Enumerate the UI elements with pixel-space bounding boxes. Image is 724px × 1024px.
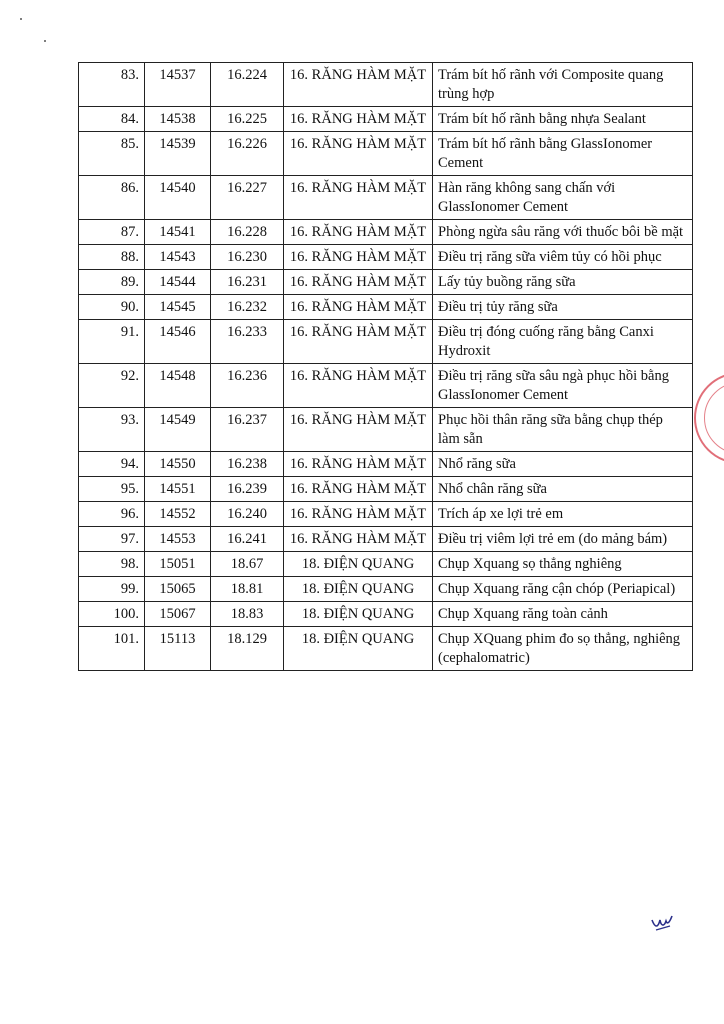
circular-index-cell: 16.241 [211,527,284,552]
code-cell: 14537 [145,63,211,107]
specialty-cell: 16. RĂNG HÀM MẶT [284,270,433,295]
procedure-name-cell: Hàn răng không sang chấn với GlassIonomer Cement [433,176,693,220]
circular-index-cell: 16.224 [211,63,284,107]
procedure-name-cell: Nhổ chân răng sữa [433,477,693,502]
procedure-name-cell: Chụp XQuang phim đo sọ thẳng, nghiêng (cephalomatric) [433,627,693,671]
code-cell: 14550 [145,452,211,477]
specialty-cell: 16. RĂNG HÀM MẶT [284,107,433,132]
procedure-name-cell: Điều trị viêm lợi trẻ em (do mảng bám) [433,527,693,552]
row-number: 98. [79,552,145,577]
circular-index-cell: 16.233 [211,320,284,364]
procedure-name-cell: Chụp Xquang răng cận chóp (Periapical) [433,577,693,602]
table-row [79,408,693,452]
row-number: 94. [79,452,145,477]
row-number: 99. [79,577,145,602]
table-row [79,245,693,270]
circular-index-cell: 16.226 [211,132,284,176]
table-row [79,552,693,577]
circular-index-cell: 16.225 [211,107,284,132]
code-cell: 15113 [145,627,211,671]
procedure-name-cell: Điều trị tủy răng sữa [433,295,693,320]
circular-index-cell: 16.230 [211,245,284,270]
row-number: 90. [79,295,145,320]
circular-index-cell: 16.231 [211,270,284,295]
code-cell: 14552 [145,502,211,527]
scan-speck [44,40,46,42]
code-cell: 14549 [145,408,211,452]
code-cell: 14539 [145,132,211,176]
specialty-cell: 18. ĐIỆN QUANG [284,602,433,627]
table-row [79,176,693,220]
procedure-name-cell: Điều trị răng sữa viêm tủy có hồi phục [433,245,693,270]
row-number: 93. [79,408,145,452]
row-number: 87. [79,220,145,245]
code-cell: 15051 [145,552,211,577]
procedure-name-cell: Điều trị đóng cuống răng bằng Canxi Hydroxit [433,320,693,364]
table-row [79,627,693,671]
circular-index-cell: 18.67 [211,552,284,577]
row-number: 83. [79,63,145,107]
code-cell: 15065 [145,577,211,602]
procedure-name-cell: Nhổ răng sữa [433,452,693,477]
specialty-cell: 16. RĂNG HÀM MẶT [284,452,433,477]
procedure-name-cell: Điều trị răng sữa sâu ngà phục hồi bằng GlassIonomer Cement [433,364,693,408]
scan-speck [20,18,22,20]
circular-index-cell: 16.240 [211,502,284,527]
procedure-name-cell: Chụp Xquang răng toàn cảnh [433,602,693,627]
row-number: 97. [79,527,145,552]
circular-index-cell: 18.129 [211,627,284,671]
code-cell: 15067 [145,602,211,627]
specialty-cell: 16. RĂNG HÀM MẶT [284,245,433,270]
specialty-cell: 16. RĂNG HÀM MẶT [284,220,433,245]
specialty-cell: 16. RĂNG HÀM MẶT [284,176,433,220]
code-cell: 14553 [145,527,211,552]
red-seal-stamp [694,372,724,468]
circular-index-cell: 16.232 [211,295,284,320]
row-number: 92. [79,364,145,408]
table-row [79,577,693,602]
row-number: 95. [79,477,145,502]
circular-index-cell: 16.227 [211,176,284,220]
specialty-cell: 16. RĂNG HÀM MẶT [284,364,433,408]
row-number: 91. [79,320,145,364]
row-number: 86. [79,176,145,220]
row-number: 100. [79,602,145,627]
code-cell: 14545 [145,295,211,320]
table-row [79,107,693,132]
circular-index-cell: 16.237 [211,408,284,452]
table-row [79,270,693,295]
table-row [79,63,693,107]
specialty-cell: 16. RĂNG HÀM MẶT [284,320,433,364]
specialty-cell: 16. RĂNG HÀM MẶT [284,132,433,176]
specialty-cell: 16. RĂNG HÀM MẶT [284,527,433,552]
procedure-table [78,62,693,671]
procedure-name-cell: Chụp Xquang sọ thẳng nghiêng [433,552,693,577]
code-cell: 14541 [145,220,211,245]
specialty-cell: 16. RĂNG HÀM MẶT [284,502,433,527]
row-number: 89. [79,270,145,295]
specialty-cell: 18. ĐIỆN QUANG [284,552,433,577]
circular-index-cell: 16.239 [211,477,284,502]
procedure-name-cell: Trám bít hố rãnh bằng nhựa Sealant [433,107,693,132]
code-cell: 14548 [145,364,211,408]
procedure-name-cell: Lấy tủy buồng răng sữa [433,270,693,295]
table-row [79,452,693,477]
specialty-cell: 16. RĂNG HÀM MẶT [284,63,433,107]
table-row [79,364,693,408]
row-number: 96. [79,502,145,527]
circular-index-cell: 16.238 [211,452,284,477]
table-row [79,320,693,364]
procedure-name-cell: Trám bít hố rãnh bằng GlassIonomer Cement [433,132,693,176]
procedure-name-cell: Trích áp xe lợi trẻ em [433,502,693,527]
specialty-cell: 16. RĂNG HÀM MẶT [284,477,433,502]
handwritten-initial-signature [650,912,674,934]
row-number: 101. [79,627,145,671]
circular-index-cell: 16.228 [211,220,284,245]
procedure-name-cell: Phòng ngừa sâu răng với thuốc bôi bề mặt [433,220,693,245]
row-number: 85. [79,132,145,176]
procedure-name-cell: Trám bít hố rãnh với Composite quang trùng hợp [433,63,693,107]
specialty-cell: 18. ĐIỆN QUANG [284,577,433,602]
table-row [79,527,693,552]
table-row [79,220,693,245]
code-cell: 14546 [145,320,211,364]
table-row [79,477,693,502]
specialty-cell: 16. RĂNG HÀM MẶT [284,295,433,320]
circular-index-cell: 18.81 [211,577,284,602]
code-cell: 14543 [145,245,211,270]
row-number: 84. [79,107,145,132]
code-cell: 14538 [145,107,211,132]
table-row [79,502,693,527]
table-row [79,132,693,176]
specialty-cell: 18. ĐIỆN QUANG [284,627,433,671]
procedure-name-cell: Phục hồi thân răng sữa bằng chụp thép làm sẵn [433,408,693,452]
procedure-table-body [79,63,693,671]
table-row [79,295,693,320]
code-cell: 14544 [145,270,211,295]
code-cell: 14551 [145,477,211,502]
specialty-cell: 16. RĂNG HÀM MẶT [284,408,433,452]
code-cell: 14540 [145,176,211,220]
table-row [79,602,693,627]
row-number: 88. [79,245,145,270]
circular-index-cell: 18.83 [211,602,284,627]
circular-index-cell: 16.236 [211,364,284,408]
